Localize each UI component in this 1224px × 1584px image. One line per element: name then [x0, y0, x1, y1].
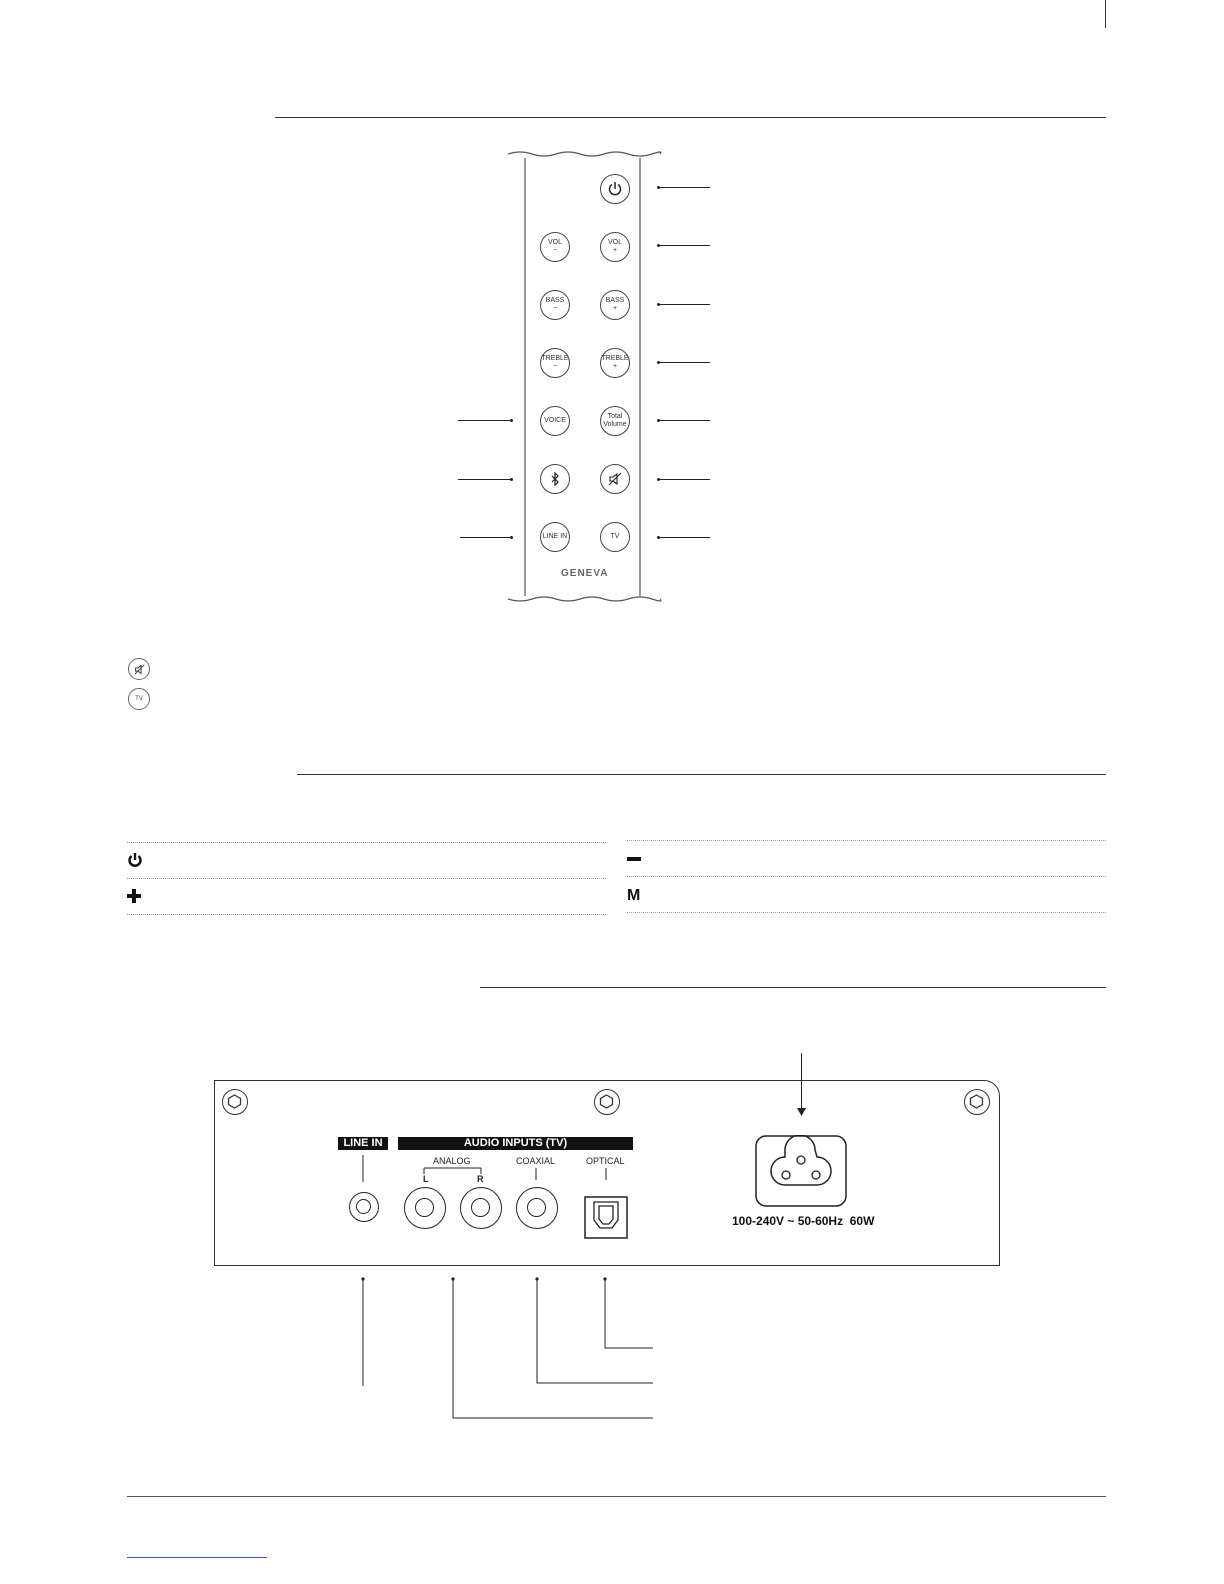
section-rule-remote [275, 117, 1106, 118]
remote-bass-minus-button[interactable]: BASS − [540, 290, 570, 320]
screw-left [222, 1089, 248, 1115]
power-icon [607, 181, 623, 197]
arrow-head-icon [797, 1108, 806, 1116]
plus-icon [127, 889, 141, 903]
power-spec-text: 100-240V ~ 50-60Hz 60W [732, 1214, 875, 1228]
remote-treble-minus-button[interactable]: TREBLE − [540, 348, 570, 378]
analog-right-jack[interactable] [460, 1187, 502, 1229]
page-edge-mark [1105, 0, 1106, 28]
remote-voice-button[interactable]: VOICE [540, 406, 570, 436]
remote-bass-plus-button[interactable]: BASS + [600, 290, 630, 320]
leader-power [658, 187, 710, 188]
remote-power-button[interactable] [600, 174, 630, 204]
leader-bass-plus [658, 304, 710, 305]
remote-treble-plus-button[interactable]: TREBLE + [600, 348, 630, 378]
table-rule [627, 912, 1106, 913]
table-rule [627, 840, 1106, 841]
coaxial-label: COAXIAL [516, 1156, 556, 1166]
legend-tv-icon: TV [128, 688, 150, 710]
remote-bluetooth-button[interactable] [540, 464, 570, 494]
footer-link-underline [127, 1557, 267, 1558]
table-rule [127, 914, 606, 915]
remote-mute-button[interactable] [600, 464, 630, 494]
leader-power-inlet [801, 1053, 802, 1111]
analog-left-jack[interactable] [404, 1187, 446, 1229]
coaxial-jack[interactable] [516, 1187, 558, 1229]
section-rule-top-panel [297, 774, 1106, 775]
analog-label: ANALOG [433, 1156, 471, 1166]
optical-label: OPTICAL [586, 1156, 625, 1166]
table-rule [127, 842, 606, 843]
leader-mute [658, 479, 710, 480]
audio-inputs-label: AUDIO INPUTS (TV) [398, 1137, 633, 1150]
remote-line-in-button[interactable]: LINE IN [540, 522, 570, 552]
leader-bluetooth [458, 479, 512, 480]
bluetooth-icon [549, 472, 561, 486]
table-rule [127, 878, 606, 879]
mute-icon [608, 472, 622, 486]
leader-total-volume [658, 420, 710, 421]
legend-mute-icon [128, 658, 150, 680]
leader-line-in [460, 537, 512, 538]
leader-tv [658, 537, 710, 538]
table-rule [627, 876, 1106, 877]
line-in-jack[interactable] [349, 1192, 379, 1222]
optical-port[interactable] [584, 1196, 628, 1240]
remote-body [500, 150, 665, 605]
footer-rule [127, 1496, 1106, 1497]
bottom-leaders [355, 1272, 665, 1422]
power-icon [127, 852, 143, 868]
section-rule-back-panel [480, 987, 1106, 988]
screw-middle [594, 1089, 620, 1115]
minus-icon [627, 855, 641, 863]
leader-treble-plus [658, 362, 710, 363]
screw-right [964, 1089, 990, 1115]
remote-tv-button[interactable]: TV [600, 522, 630, 552]
leader-vol-plus [658, 245, 710, 246]
remote-total-volume-button[interactable]: Total Volume [600, 406, 630, 436]
leader-voice [458, 420, 512, 421]
remote-brand-logo: GENEVA [561, 568, 609, 579]
analog-left-label: L [423, 1174, 429, 1184]
analog-right-label: R [477, 1174, 484, 1184]
line-in-label: LINE IN [338, 1137, 388, 1150]
power-inlet[interactable] [755, 1135, 847, 1207]
remote-vol-plus-button[interactable]: VOL + [600, 232, 630, 262]
mode-key-icon: M [627, 887, 641, 904]
remote-vol-minus-button[interactable]: VOL − [540, 232, 570, 262]
